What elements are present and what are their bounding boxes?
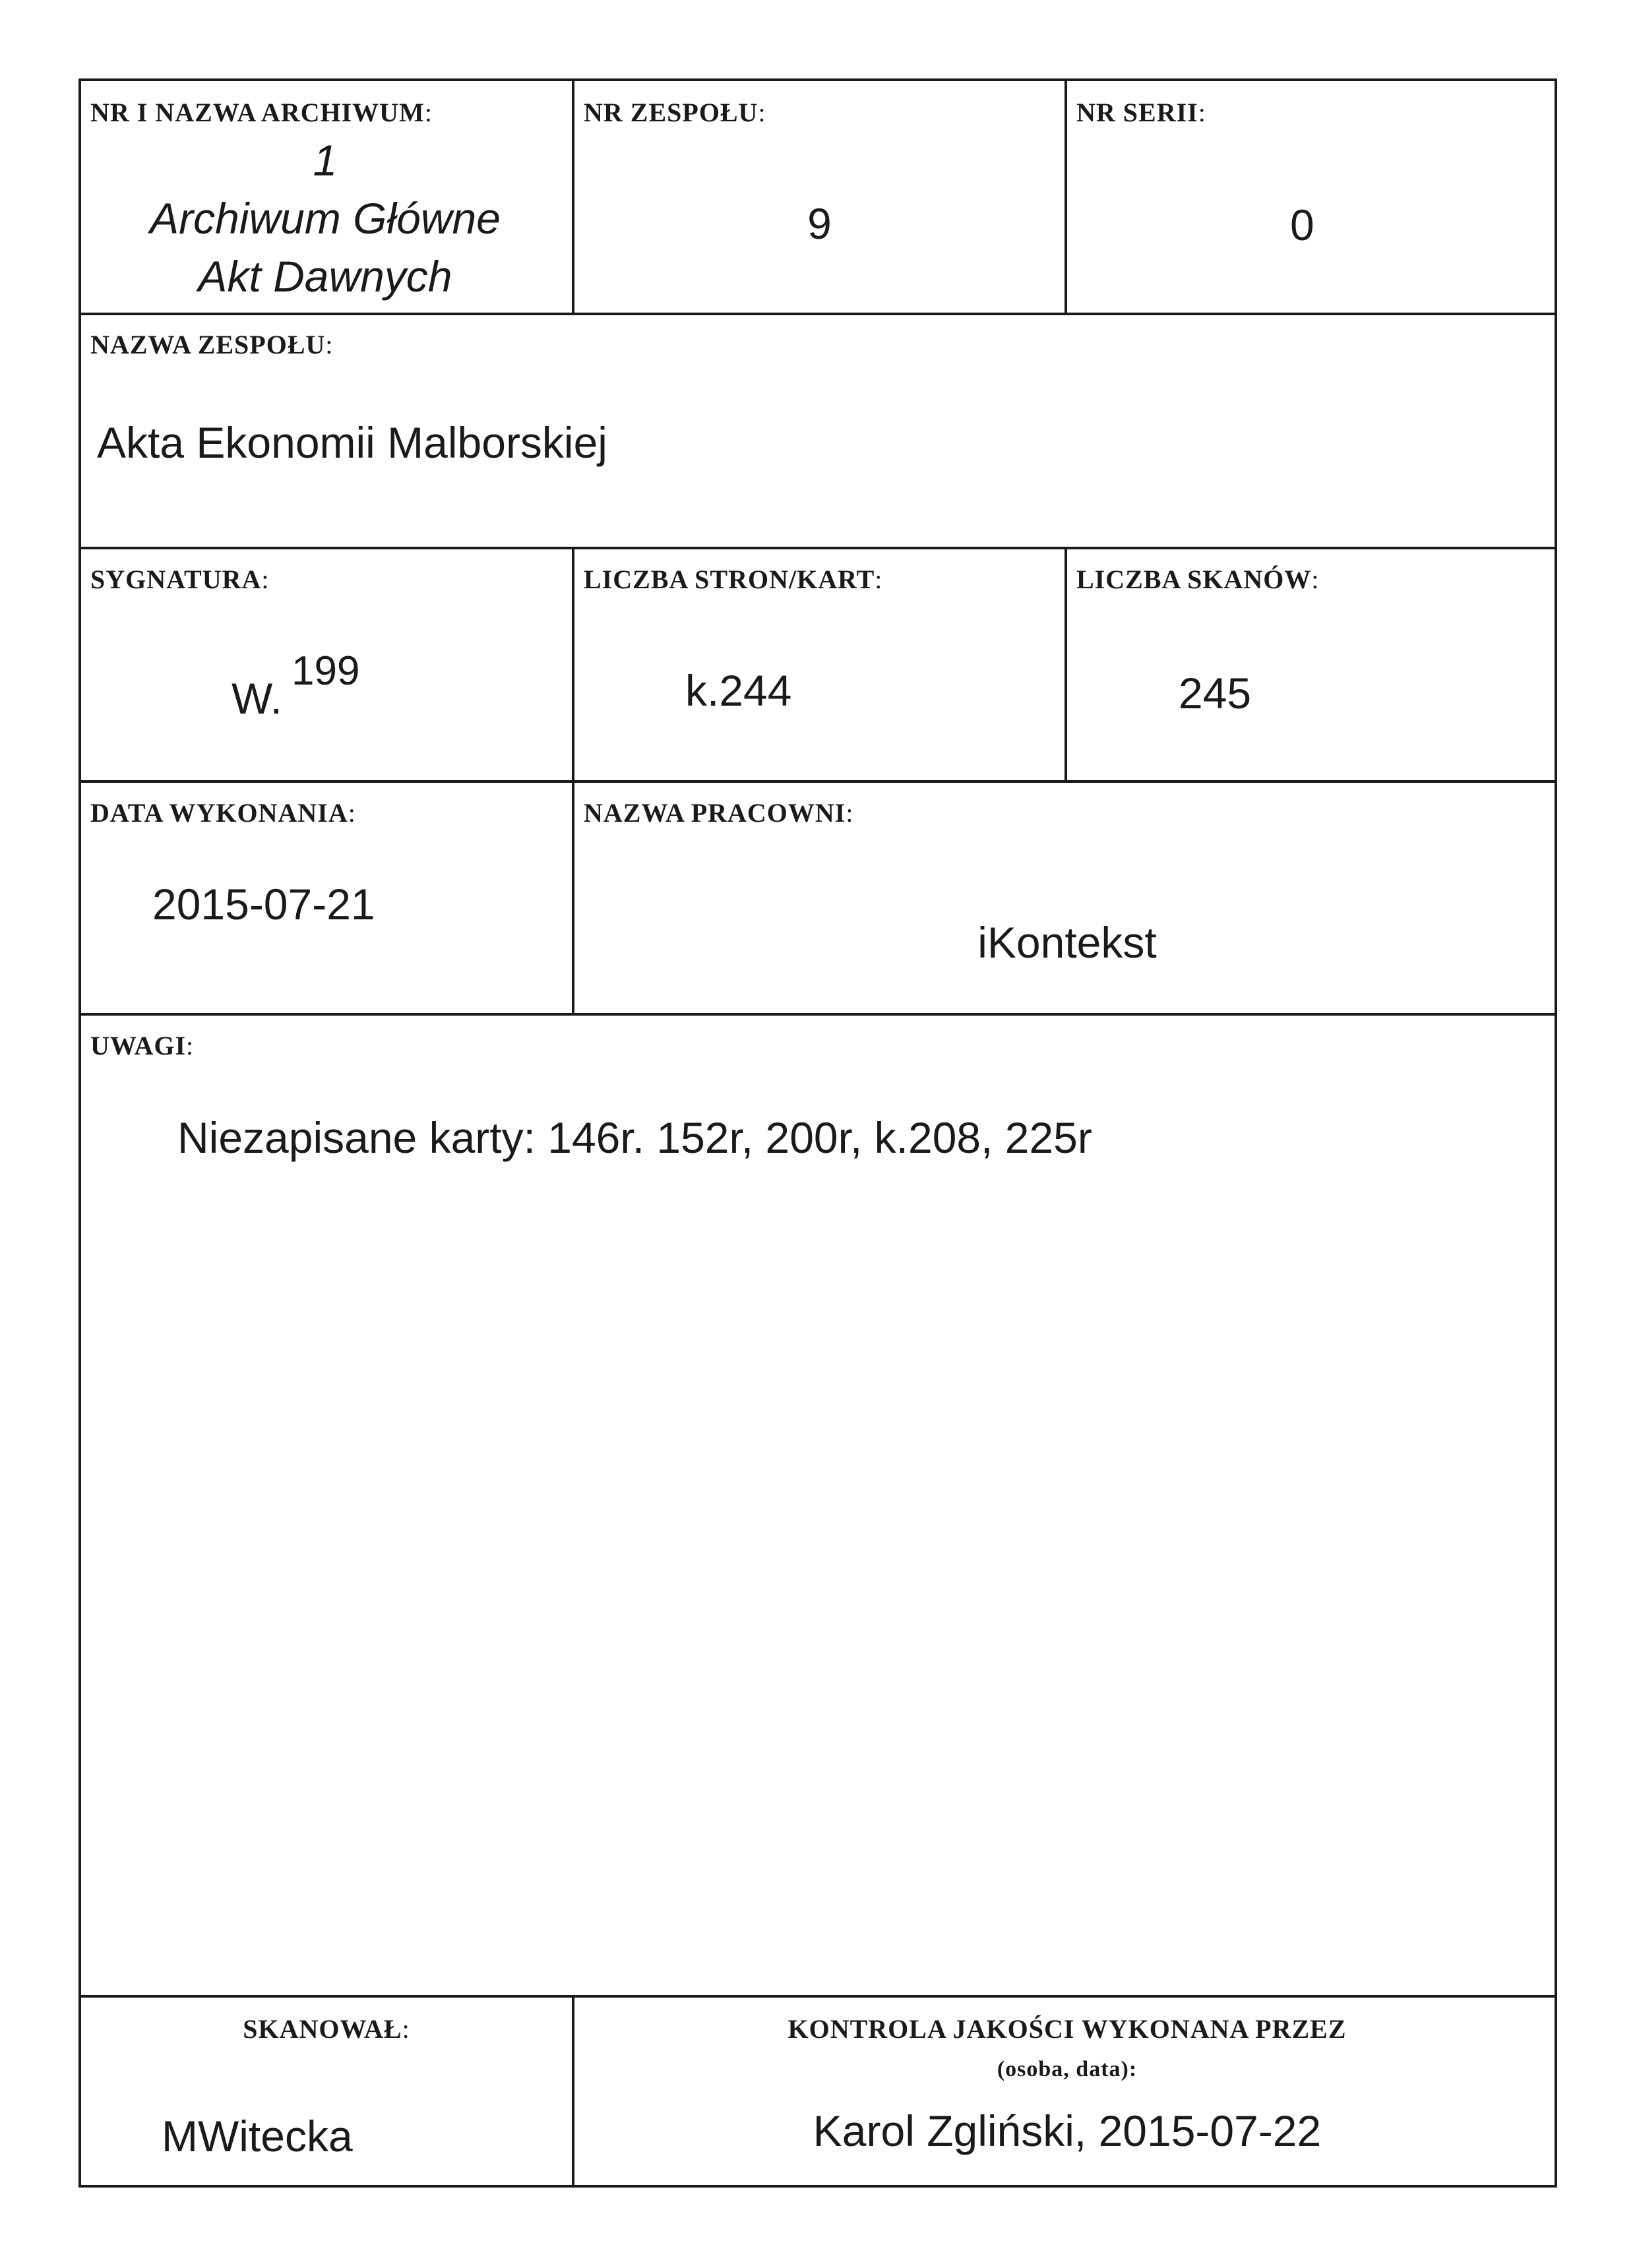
page-count-label: LICZBA STRON/KART: [584,565,883,594]
signature-value [231,648,360,723]
fonds-name-label: NAZWA ZESPOŁU: [90,330,334,359]
column-divider [1064,547,1067,780]
metadata-form [78,78,1557,2188]
column-divider [572,81,574,313]
column-divider [572,547,574,780]
execution-date-value: 2015-07-21 [152,880,375,929]
series-number-value: 0 [1290,200,1314,249]
page-count-value: k.244 [685,666,792,715]
series-number-label: NR SERII: [1076,98,1206,127]
execution-date-label: DATA WYKONANIA: [90,798,356,828]
archive-number: 1 [313,136,338,185]
fonds-name-value: Akta Ekonomii Malborskiej [97,418,607,467]
column-divider [572,780,574,1013]
quality-control-value: Karol Zgliński, 2015-07-22 [813,2106,1322,2155]
scan-count-value: 245 [1179,669,1252,718]
signature-prefix: W. [231,674,282,723]
signature-label: SYGNATURA: [90,565,270,594]
archive-label: NR I NAZWA ARCHIWUM: [90,98,433,127]
column-divider [1064,81,1067,313]
scanned-by-label: SKANOWAŁ: [243,2014,410,2044]
studio-name-value: iKontekst [977,918,1157,967]
quality-control-sublabel: (osoba, data): [997,2057,1138,2081]
notes-label: UWAGI: [90,1031,195,1060]
fonds-number-value: 9 [807,199,832,248]
archive-name-line1: Archiwum Główne [150,194,501,243]
scanned-by-value: MWitecka [162,2112,353,2161]
row-divider [81,1995,1555,1998]
row-divider [81,1013,1555,1016]
signature-number: 199 [292,648,360,694]
row-divider [81,547,1555,549]
quality-control-label: KONTROLA JAKOŚCI WYKONANA PRZEZ [787,2014,1347,2044]
row-divider [81,313,1555,315]
notes-value: Niezapisane karty: 146r. 152r, 200r, k.208, 225r [177,1113,1092,1162]
archive-name-line2: Akt Dawnych [198,252,452,301]
scan-count-label: LICZBA SKANÓW: [1076,565,1320,594]
row-divider [81,780,1555,783]
fonds-number-label: NR ZESPOŁU: [584,98,766,127]
studio-name-label: NAZWA PRACOWNI: [584,798,854,828]
